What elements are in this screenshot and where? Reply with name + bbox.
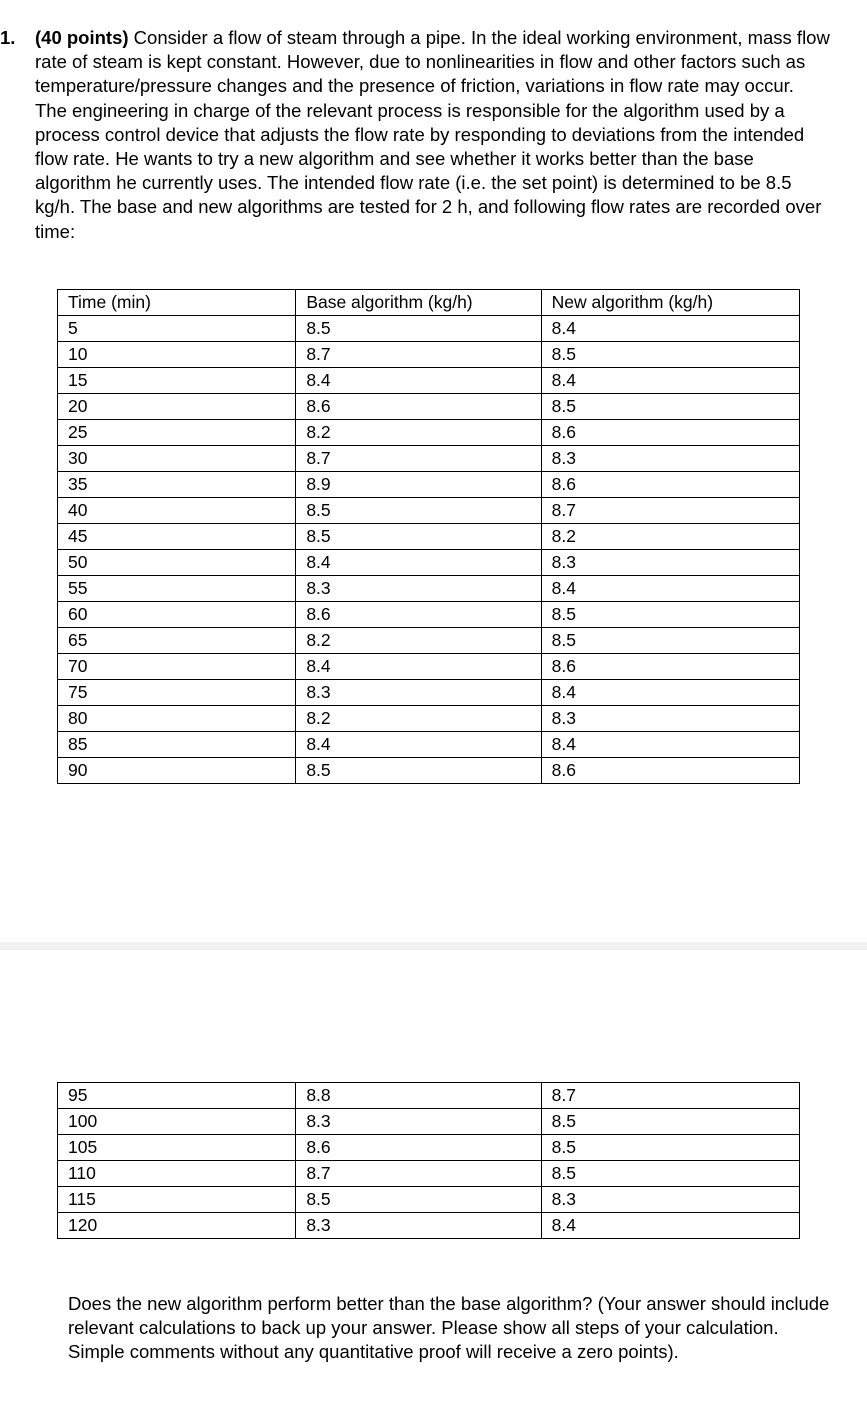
table-row xyxy=(58,1109,800,1135)
table-row xyxy=(58,368,800,394)
new-value-cell: 8.4 xyxy=(541,368,799,394)
question-paragraph xyxy=(0,26,830,244)
time-cell: 120 xyxy=(58,1213,296,1239)
base-value-cell: 8.5 xyxy=(296,498,541,524)
new-value-cell: 8.5 xyxy=(541,628,799,654)
base-value-cell: 8.4 xyxy=(296,550,541,576)
base-value-cell: 8.9 xyxy=(296,472,541,498)
flow-rate-table xyxy=(57,289,800,784)
time-cell: 115 xyxy=(58,1187,296,1213)
time-cell: 10 xyxy=(58,342,296,368)
new-value-cell: 8.3 xyxy=(541,706,799,732)
base-value-cell: 8.8 xyxy=(296,1083,541,1109)
table-row xyxy=(58,550,800,576)
time-cell: 105 xyxy=(58,1135,296,1161)
header-time: Time (min) xyxy=(58,290,296,316)
table-row xyxy=(58,654,800,680)
time-cell: 85 xyxy=(58,732,296,758)
time-cell: 45 xyxy=(58,524,296,550)
base-value-cell: 8.2 xyxy=(296,706,541,732)
time-cell: 40 xyxy=(58,498,296,524)
new-value-cell: 8.4 xyxy=(541,732,799,758)
new-value-cell: 8.4 xyxy=(541,1213,799,1239)
new-value-cell: 8.5 xyxy=(541,394,799,420)
table-row xyxy=(58,472,800,498)
base-value-cell: 8.7 xyxy=(296,446,541,472)
base-value-cell: 8.7 xyxy=(296,1161,541,1187)
table-row xyxy=(58,394,800,420)
new-value-cell: 8.4 xyxy=(541,316,799,342)
time-cell: 60 xyxy=(58,602,296,628)
time-cell: 20 xyxy=(58,394,296,420)
table-row xyxy=(58,316,800,342)
base-value-cell: 8.3 xyxy=(296,1213,541,1239)
time-cell: 90 xyxy=(58,758,296,784)
table-row xyxy=(58,706,800,732)
base-value-cell: 8.5 xyxy=(296,1187,541,1213)
base-value-cell: 8.5 xyxy=(296,316,541,342)
base-value-cell: 8.3 xyxy=(296,1109,541,1135)
time-cell: 25 xyxy=(58,420,296,446)
base-value-cell: 8.6 xyxy=(296,1135,541,1161)
time-cell: 30 xyxy=(58,446,296,472)
base-value-cell: 8.4 xyxy=(296,732,541,758)
base-value-cell: 8.5 xyxy=(296,524,541,550)
base-value-cell: 8.7 xyxy=(296,342,541,368)
table-row xyxy=(58,342,800,368)
document-page-2 xyxy=(0,950,867,1418)
new-value-cell: 8.5 xyxy=(541,602,799,628)
base-value-cell: 8.3 xyxy=(296,680,541,706)
base-value-cell: 8.6 xyxy=(296,394,541,420)
base-value-cell: 8.2 xyxy=(296,628,541,654)
table-row xyxy=(58,1213,800,1239)
base-value-cell: 8.5 xyxy=(296,758,541,784)
time-cell: 50 xyxy=(58,550,296,576)
new-value-cell: 8.5 xyxy=(541,1109,799,1135)
table-row xyxy=(58,576,800,602)
base-value-cell: 8.3 xyxy=(296,576,541,602)
new-value-cell: 8.5 xyxy=(541,1161,799,1187)
table-header-row xyxy=(58,290,800,316)
new-value-cell: 8.5 xyxy=(541,342,799,368)
table-row xyxy=(58,1135,800,1161)
time-cell: 55 xyxy=(58,576,296,602)
base-value-cell: 8.4 xyxy=(296,368,541,394)
new-value-cell: 8.6 xyxy=(541,472,799,498)
closing-question: Does the new algorithm perform better than the base algorithm? (Your answer should include relevant calculations to back up your answer. Please show all steps of your calculation. Simple comments without any quantitative proof will receive a zero points). xyxy=(68,1293,830,1363)
table-row xyxy=(58,628,800,654)
header-base-algorithm: Base algorithm (kg/h) xyxy=(296,290,541,316)
time-cell: 80 xyxy=(58,706,296,732)
question-number: 1. xyxy=(0,27,16,48)
time-cell: 75 xyxy=(58,680,296,706)
table-row xyxy=(58,1083,800,1109)
table-row xyxy=(58,602,800,628)
table-row xyxy=(58,758,800,784)
table-body-continued xyxy=(58,1083,800,1239)
new-value-cell: 8.3 xyxy=(541,1187,799,1213)
table-row xyxy=(58,498,800,524)
flow-rate-table-continued xyxy=(57,1082,800,1239)
question-points: (40 points) xyxy=(35,27,129,48)
page-separator xyxy=(0,942,867,950)
new-value-cell: 8.7 xyxy=(541,1083,799,1109)
time-cell: 95 xyxy=(58,1083,296,1109)
new-value-cell: 8.3 xyxy=(541,446,799,472)
new-value-cell: 8.6 xyxy=(541,420,799,446)
time-cell: 5 xyxy=(58,316,296,342)
time-cell: 110 xyxy=(58,1161,296,1187)
table-row xyxy=(58,524,800,550)
time-cell: 35 xyxy=(58,472,296,498)
time-cell: 15 xyxy=(58,368,296,394)
base-value-cell: 8.6 xyxy=(296,602,541,628)
table-row xyxy=(58,1187,800,1213)
time-cell: 70 xyxy=(58,654,296,680)
table-body xyxy=(58,316,800,784)
base-value-cell: 8.2 xyxy=(296,420,541,446)
new-value-cell: 8.6 xyxy=(541,654,799,680)
table-row xyxy=(58,420,800,446)
question-text xyxy=(35,26,830,244)
new-value-cell: 8.4 xyxy=(541,576,799,602)
new-value-cell: 8.3 xyxy=(541,550,799,576)
new-value-cell: 8.2 xyxy=(541,524,799,550)
table-row xyxy=(58,446,800,472)
base-value-cell: 8.4 xyxy=(296,654,541,680)
new-value-cell: 8.5 xyxy=(541,1135,799,1161)
table-row xyxy=(58,732,800,758)
table-row xyxy=(58,1161,800,1187)
new-value-cell: 8.6 xyxy=(541,758,799,784)
header-new-algorithm: New algorithm (kg/h) xyxy=(541,290,799,316)
question-body: Consider a flow of steam through a pipe. In the ideal working environment, mass flow rate of steam is kept constant. However, due to nonlinearities in flow and other factors such as temperature/pressure changes and the presence of friction, variations in flow rate may occur. The engineering in charge of the relevant process is responsible for the algorithm used by a process control device that adjusts the flow rate by responding to deviations from the intended flow rate. He wants to try a new algorithm and see whether it works better than the base algorithm he currently uses. The intended flow rate (i.e. the set point) is determined to be 8.5 kg/h. The base and new algorithms are tested for 2 h, and following flow rates are recorded over time: xyxy=(35,27,830,242)
time-cell: 65 xyxy=(58,628,296,654)
table-row xyxy=(58,680,800,706)
time-cell: 100 xyxy=(58,1109,296,1135)
new-value-cell: 8.7 xyxy=(541,498,799,524)
new-value-cell: 8.4 xyxy=(541,680,799,706)
